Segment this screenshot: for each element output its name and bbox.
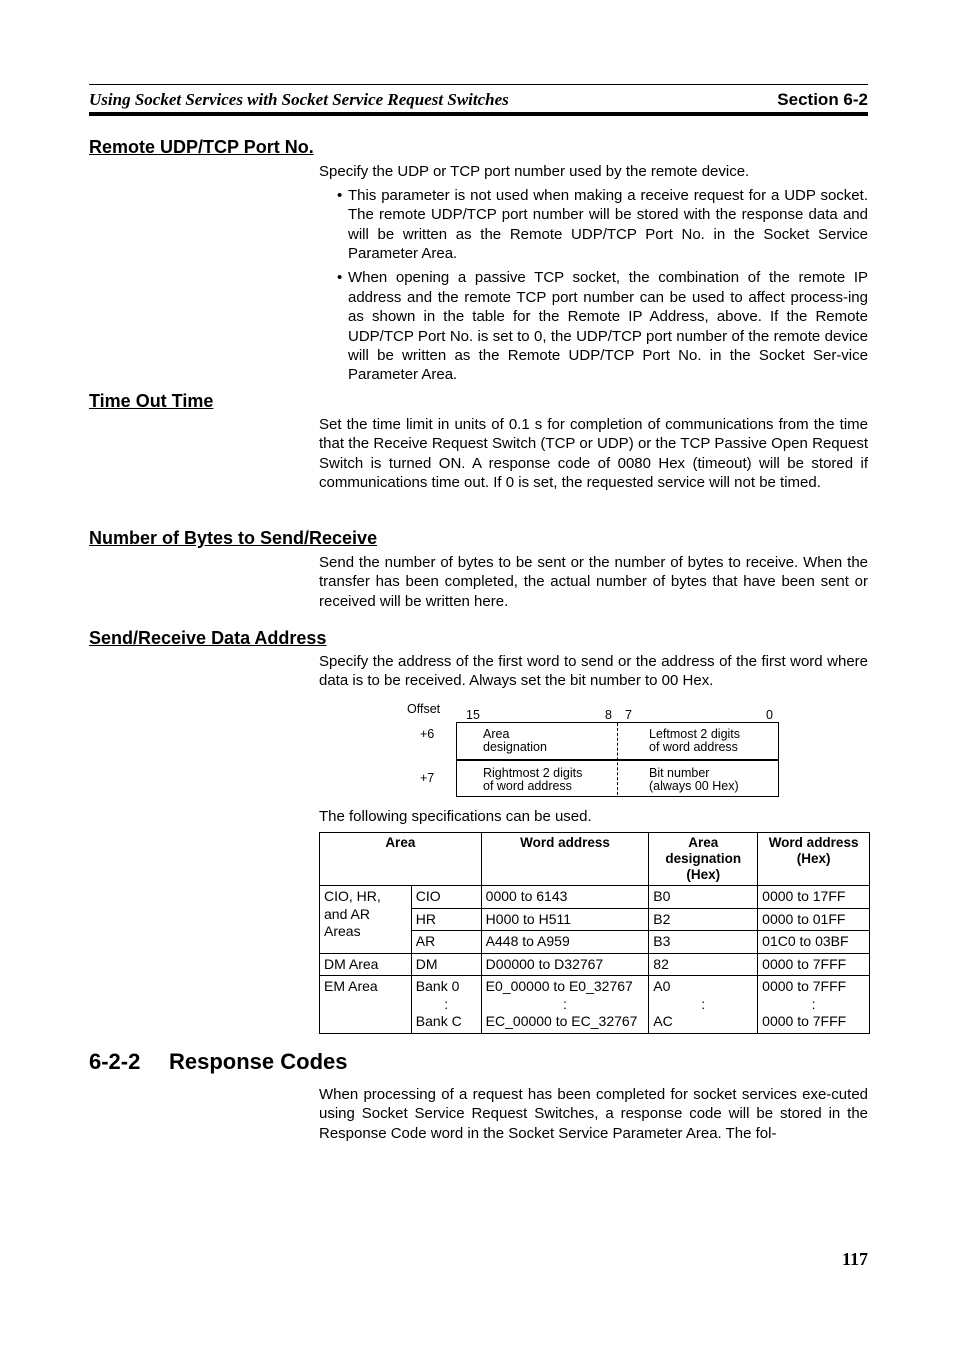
cell: DM Area xyxy=(320,953,412,976)
offset-label: Offset xyxy=(407,702,441,716)
em-last: EC_00000 to EC_32767 xyxy=(485,1013,638,1029)
cell-cio-group: CIO, HR, and AR Areas xyxy=(320,886,412,954)
byte-divider xyxy=(617,723,618,795)
heading-data-address: Send/Receive Data Address xyxy=(89,628,327,648)
bit-8-label: 8 xyxy=(605,708,612,722)
em-first: E0_00000 to E0_32767 xyxy=(485,978,633,994)
em-dots: : xyxy=(701,995,706,1012)
table-intro: The following specifications can be used. xyxy=(319,808,592,825)
remote-port-bullets xyxy=(337,186,868,390)
section-title xyxy=(89,1049,348,1075)
cell: 0000 to 01FF xyxy=(758,908,870,931)
bytes-text: Send the number of bytes to be sent or the number of bytes to receive. When the transfer has been completed, the actual number of bytes that have been sent or received will be written here. xyxy=(319,554,868,610)
section-number: 6-2-2 xyxy=(89,1049,141,1074)
em-dots: : xyxy=(563,995,567,1012)
offset-plus7: +7 xyxy=(420,771,435,785)
header-word-address-hex: Word address (Hex) xyxy=(758,833,870,886)
page-number: 117 xyxy=(841,1249,868,1269)
section-name: Response Codes xyxy=(169,1049,348,1074)
leftmost-digits-2: of word address xyxy=(649,740,738,754)
header-word-address: Word address xyxy=(481,833,649,886)
bit-0-label: 0 xyxy=(766,708,773,722)
em-first: Bank 0 xyxy=(415,978,460,994)
cell: 0000 to 7FFF xyxy=(758,953,870,976)
table-header-row xyxy=(320,833,870,886)
offset-diagram xyxy=(400,700,790,800)
table-row xyxy=(320,976,870,1034)
table-row xyxy=(320,953,870,976)
cell: 82 xyxy=(649,953,758,976)
em-last: AC xyxy=(653,1013,673,1029)
time-out-text: Set the time limit in units of 0.1 s for completion of communications from the time that the Receive Request Switch (TCP or UDP) or the TCP Passive Open Request Switch is turned ON. A response code of 0080 Hex (timeout) will be stored if communications time out. If 0 is set, the requested service will not be timed. xyxy=(319,416,868,492)
cell: 0000 to 17FF xyxy=(758,886,870,909)
cell-em-designation xyxy=(649,976,758,1034)
area-designation-2: designation xyxy=(483,740,547,754)
cell: 0000 to 6143 xyxy=(481,886,649,909)
cell: B2 xyxy=(649,908,758,931)
bullet-item: • This parameter is not used when making a receive request for a UDP socket. The remote UDP/TCP port number will be stored with the response data and will be written as the Remote UDP/TCP Port No. in the Socket Service Parameter Area. xyxy=(337,186,868,264)
cell: 01C0 to 03BF xyxy=(758,931,870,954)
area-designation-1: Area xyxy=(483,727,510,741)
cell-em-word-address xyxy=(481,976,649,1034)
header-area-designation: Area designation (Hex) xyxy=(649,833,758,886)
em-last: 0000 to 7FFF xyxy=(762,1013,847,1029)
remote-port-intro: Specify the UDP or TCP port number used by the remote device. xyxy=(319,163,750,180)
data-address-text: Specify the address of the first word to send or the address of the first word where data is to be received. Always set the bit number to 00 Hex. xyxy=(319,653,868,690)
cell: HR xyxy=(411,908,481,931)
cell: DM xyxy=(411,953,481,976)
heading-remote-port: Remote UDP/TCP Port No. xyxy=(89,137,314,157)
header-rule-top xyxy=(89,84,868,85)
bit-number-1: Bit number xyxy=(649,766,710,780)
rightmost-digits-1: Rightmost 2 digits xyxy=(483,766,583,780)
cell: CIO xyxy=(411,886,481,909)
em-first: 0000 to 7FFF xyxy=(762,978,847,994)
rightmost-digits-2: of word address xyxy=(483,779,572,793)
cell: H000 to H511 xyxy=(481,908,649,931)
offset-plus6: +6 xyxy=(420,727,435,741)
em-dots: : xyxy=(811,995,816,1012)
cell-em-banks xyxy=(411,976,481,1034)
bit-7-label: 7 xyxy=(625,708,632,722)
cell: B3 xyxy=(649,931,758,954)
bullet-item: • When opening a passive TCP socket, the combination of the remote IP address and the remote TCP port number can be used to affect process-ing as shown in the table for the Remote IP Address, above. If the Remote UDP/TCP Port No. is set to 0, the UDP/TCP port number of the remote device will be written as the Remote UDP/TCP Port No. in the Socket Ser-vice Parameter Area. xyxy=(337,268,868,384)
em-dots: : xyxy=(444,995,449,1012)
header-rule-bottom xyxy=(89,112,868,116)
cell-em-word-address-hex xyxy=(758,976,870,1034)
em-last: Bank C xyxy=(415,1013,462,1029)
heading-time-out: Time Out Time xyxy=(89,391,214,411)
section-text: When processing of a request has been completed for socket services exe-cuted using Socket Service Request Switches, a response code will be stored in the Response Code word in the Socket Service Parameter Area. The fol- xyxy=(319,1086,868,1142)
running-header-section: Section 6-2 xyxy=(777,90,868,109)
cell: A448 to A959 xyxy=(481,931,649,954)
area-spec-table xyxy=(319,832,870,1034)
cell: D00000 to D32767 xyxy=(481,953,649,976)
cell: B0 xyxy=(649,886,758,909)
bit-number-2: (always 00 Hex) xyxy=(649,779,739,793)
heading-bytes: Number of Bytes to Send/Receive xyxy=(89,528,378,548)
em-first: A0 xyxy=(653,978,671,994)
bit-15-label: 15 xyxy=(466,708,480,722)
running-header-title: Using Socket Services with Socket Service Request Switches xyxy=(89,90,509,109)
cell: AR xyxy=(411,931,481,954)
cell-em-group: EM Area xyxy=(320,976,412,1034)
table-row xyxy=(320,886,870,909)
leftmost-digits-1: Leftmost 2 digits xyxy=(649,727,741,741)
header-area: Area xyxy=(320,833,482,886)
